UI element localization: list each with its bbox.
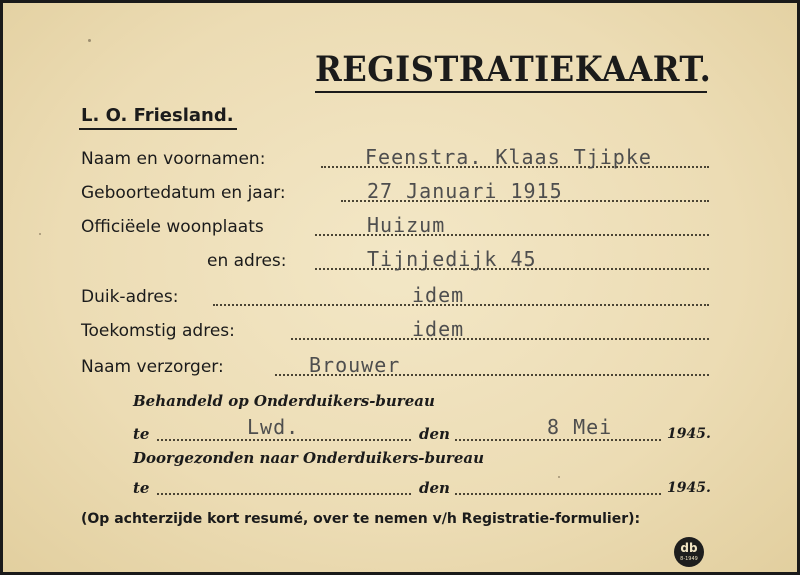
forwarded-year: 1945. (667, 480, 711, 496)
residence-label: Officiëele woonplaats (81, 217, 264, 237)
footer-note: (Op achterzijde kort resumé, over te nemen v/h Registratie-formulier): (81, 511, 641, 527)
hiding-address-value: idem (412, 283, 465, 307)
birthdate-value: 27 Januari 1915 (367, 179, 563, 203)
forwarded-date-line (455, 493, 661, 495)
name-value: Feenstra. Klaas Tjipke (365, 145, 652, 169)
residence-value: Huizum (367, 213, 446, 237)
paper-speck (39, 233, 41, 235)
future-address-label: Toekomstig adres: (81, 321, 235, 341)
paper-speck (88, 39, 91, 42)
handled-date-line (455, 439, 661, 441)
forwarded-den-label: den (419, 479, 450, 497)
address-label: en adres: (207, 251, 287, 271)
title-underline (315, 91, 707, 93)
caretaker-value: Brouwer (309, 353, 401, 377)
handled-date-value: 8 Mei (547, 415, 613, 439)
card-title: REGISTRATIEKAART. (315, 49, 712, 90)
printer-logo-initials: db (680, 541, 698, 555)
forwarded-te-label: te (133, 479, 150, 497)
handled-te-label: te (133, 425, 150, 443)
handled-den-label: den (419, 425, 450, 443)
name-label: Naam en voornamen: (81, 149, 266, 169)
handled-heading: Behandeld op Onderduikers-bureau (133, 392, 435, 410)
hiding-address-label: Duik-adres: (81, 287, 179, 307)
handled-place-value: Lwd. (247, 415, 300, 439)
printer-logo-icon (674, 537, 704, 567)
handled-place-line (157, 439, 411, 441)
handled-year: 1945. (667, 426, 711, 442)
forwarded-place-line (157, 493, 411, 495)
organization-name: L. O. Friesland. (81, 105, 234, 126)
organization-underline (79, 128, 237, 130)
paper-speck (558, 476, 560, 478)
printer-logo-code: 8-1949 (680, 556, 698, 562)
future-address-line (291, 338, 709, 340)
future-address-value: idem (412, 317, 465, 341)
caretaker-label: Naam verzorger: (81, 357, 224, 377)
forwarded-heading: Doorgezonden naar Onderduikers-bureau (133, 449, 484, 467)
birthdate-label: Geboortedatum en jaar: (81, 183, 286, 203)
address-value: Tijnjedijk 45 (367, 247, 537, 271)
